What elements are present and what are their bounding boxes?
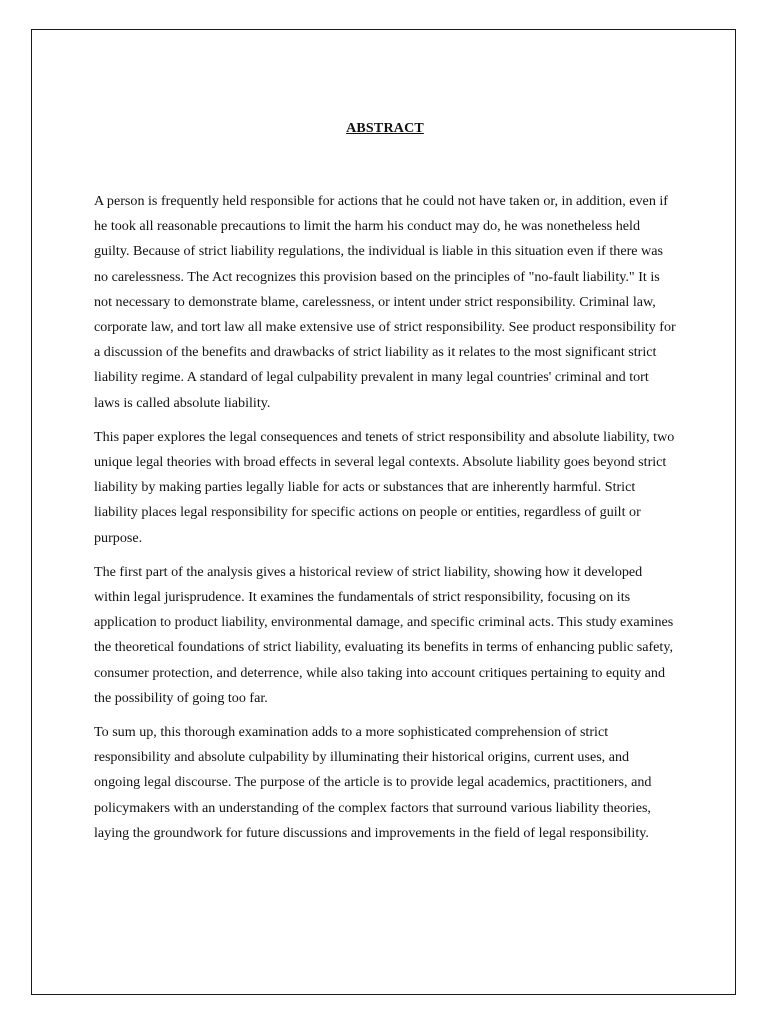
page-frame <box>31 29 736 995</box>
paragraph-1: A person is frequently held responsible for actions that he could not have taken or, in addition, even if he took all reasonable precautions to limit the harm his conduct may do, he was nonetheless held guilty. Because of strict liability regulations, the individual is liable in this situation even if there was no carelessness. The Act recognizes this provision based on the principles of "no-fault liability." It is not necessary to demonstrate blame, carelessness, or intent under strict responsibility. Criminal law, corporate law, and tort law all make extensive use of strict responsibility. See product responsibility for a discussion of the benefits and drawbacks of strict liability as it relates to the most significant strict liability regime. A standard of legal culpability prevalent in many legal countries' criminal and tort laws is called absolute liability. <box>94 193 676 411</box>
paragraph-2: This paper explores the legal consequences and tenets of strict responsibility and absolute liability, two unique legal theories with broad effects in several legal contexts. Absolute liability goes beyond strict liability by making parties legally liable for acts or substances that are inherently harmful. Strict liability places legal responsibility for specific actions on people or entities, regardless of guilt or purpose. <box>94 428 675 546</box>
paragraph-4: To sum up, this thorough examination adds to a more sophisticated comprehension of strict responsibility and absolute culpability by illuminating their historical origins, current uses, and ongoing legal discourse. The purpose of the article is to provide legal academics, practitioners, and policymakers with an understanding of the complex factors that surround various liability theories, laying the groundwork for future discussions and improvements in the field of legal responsibility. <box>94 724 652 841</box>
abstract-title: ABSTRACT <box>346 121 424 136</box>
abstract-body <box>94 189 676 855</box>
paragraph-3: The first part of the analysis gives a historical review of strict liability, showing how it developed within legal jurisprudence. It examines the fundamentals of strict responsibility, focusing on its application to product liability, environmental damage, and specific criminal acts. This study examines the theoretical foundations of strict liability, evaluating its benefits in terms of enhancing public safety, consumer protection, and deterrence, while also taking into account critiques pertaining to equity and the possibility of going too far. <box>94 563 674 706</box>
